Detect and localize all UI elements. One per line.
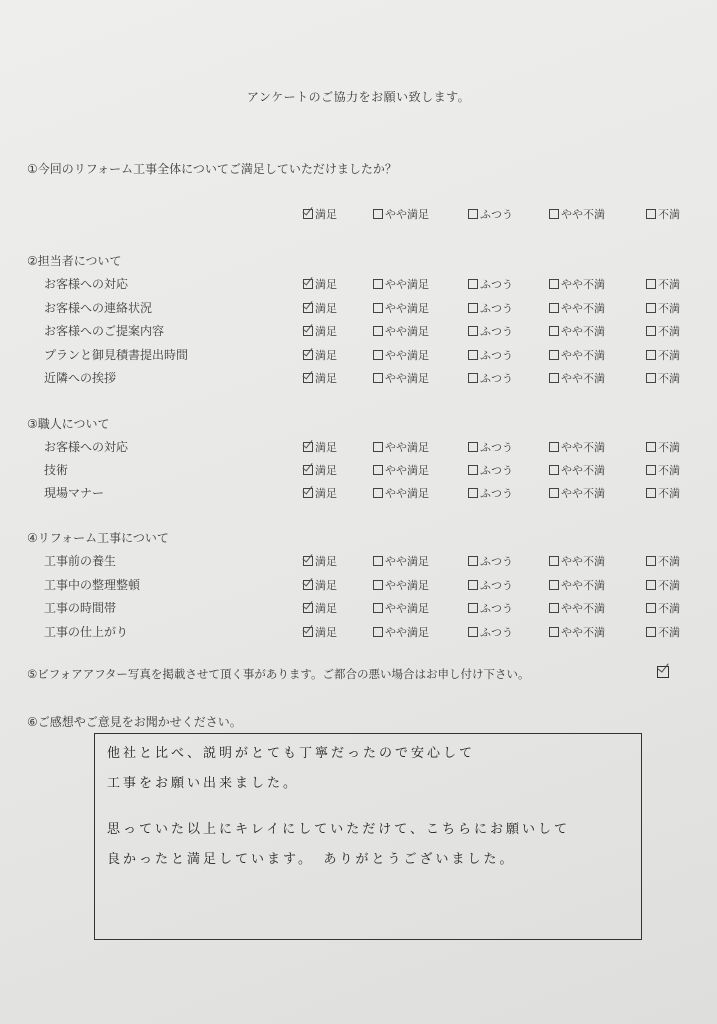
q4-item-2-option-neutral[interactable] bbox=[468, 577, 513, 593]
q2-item-2-option-neutral[interactable] bbox=[468, 300, 513, 316]
q6-heading: ⑥ご感想やご意見をお聞かせください。 bbox=[27, 715, 242, 729]
q2-item-4-option-label: ふつう bbox=[480, 348, 513, 362]
q4-item-2-option-dissatisfied[interactable] bbox=[646, 577, 680, 593]
q4-item-2-option-somewhat-dissatisfied[interactable] bbox=[549, 577, 605, 593]
q4-item-2-checkbox-satisfied[interactable] bbox=[303, 580, 313, 590]
q3-item-2-checkbox-neutral[interactable] bbox=[468, 465, 478, 475]
q2-item-1-option-label: 不満 bbox=[658, 278, 680, 291]
q3-item-3-checkbox-neutral[interactable] bbox=[468, 488, 478, 498]
q4-item-4-option-label: ふつう bbox=[480, 625, 513, 639]
q2-item-1-option-somewhat-dissatisfied[interactable] bbox=[549, 276, 605, 292]
q2-item-3-option-label: やや不満 bbox=[561, 325, 605, 338]
q2-item-label: プランと御見積書提出時間 bbox=[44, 347, 189, 362]
q2-item-1-checkbox-dissatisfied[interactable] bbox=[646, 279, 656, 289]
q2-item-5-checkbox-somewhat-satisfied[interactable] bbox=[373, 373, 383, 383]
q1-option-label: やや満足 bbox=[385, 208, 429, 221]
q2-item-4-checkbox-somewhat-dissatisfied[interactable] bbox=[549, 350, 559, 360]
q4-item-1-option-neutral[interactable] bbox=[468, 553, 513, 569]
q4-item-4-checkbox-dissatisfied[interactable] bbox=[646, 627, 656, 637]
q2-item-3-option-label: やや満足 bbox=[385, 325, 429, 338]
q4-item-1-option-somewhat-satisfied[interactable] bbox=[373, 553, 429, 569]
q3-item-label: お客様への対応 bbox=[44, 440, 129, 454]
q4-item-3-option-somewhat-dissatisfied[interactable] bbox=[549, 600, 605, 616]
q2-item-2-option-satisfied[interactable] bbox=[303, 300, 337, 316]
q4-item-4-option-label: 不満 bbox=[658, 625, 680, 639]
q2-item-4-checkbox-satisfied[interactable] bbox=[303, 350, 313, 360]
q4-item-2-option-somewhat-satisfied[interactable] bbox=[373, 577, 429, 593]
q3-item-3-option-neutral[interactable] bbox=[468, 485, 513, 501]
q2-item-5-option-label: やや不満 bbox=[561, 372, 605, 385]
q4-item-1-option-label: ふつう bbox=[480, 555, 513, 568]
q1-option-satisfied[interactable] bbox=[303, 206, 337, 222]
q4-item-3-option-somewhat-satisfied[interactable] bbox=[373, 600, 429, 616]
q4-item-2-checkbox-somewhat-satisfied[interactable] bbox=[373, 580, 383, 590]
q3-item-1-checkbox-somewhat-satisfied[interactable] bbox=[373, 442, 383, 452]
q3-item-1-checkbox-neutral[interactable] bbox=[468, 442, 478, 452]
q4-item-3-option-label: 満足 bbox=[315, 602, 337, 615]
q2-item-3-checkbox-somewhat-dissatisfied[interactable] bbox=[549, 326, 559, 336]
q4-item-4-checkbox-somewhat-satisfied[interactable] bbox=[373, 627, 383, 637]
q3-item-2-option-somewhat-dissatisfied[interactable] bbox=[549, 462, 605, 478]
q1-option-label: 満足 bbox=[315, 208, 337, 221]
q4-item-1-option-somewhat-dissatisfied[interactable] bbox=[549, 553, 605, 569]
q4-item-2-option-label: 満足 bbox=[315, 578, 337, 592]
q4-item-3-option-dissatisfied[interactable] bbox=[646, 600, 680, 616]
q4-item-2-checkbox-dissatisfied[interactable] bbox=[646, 580, 656, 590]
q3-item-2-option-dissatisfied[interactable] bbox=[646, 462, 680, 478]
q4-item-4-option-label: やや満足 bbox=[385, 625, 429, 639]
q3-item-1-checkbox-somewhat-dissatisfied[interactable] bbox=[549, 442, 559, 452]
q2-item-label: お客様への連絡状況 bbox=[44, 300, 153, 315]
q2-heading: ②担当者について bbox=[27, 254, 122, 268]
q3-item-3-option-somewhat-dissatisfied[interactable] bbox=[549, 485, 605, 501]
q2-item-2-checkbox-dissatisfied[interactable] bbox=[646, 303, 656, 313]
q2-item-4-option-satisfied[interactable] bbox=[303, 347, 337, 363]
q2-item-2-option-label: 満足 bbox=[315, 301, 337, 315]
q3-item-3-option-label: やや満足 bbox=[385, 487, 429, 500]
q2-item-4-checkbox-somewhat-satisfied[interactable] bbox=[373, 350, 383, 360]
q2-item-4-option-label: 満足 bbox=[315, 348, 337, 362]
q4-item-1-option-dissatisfied[interactable] bbox=[646, 553, 680, 569]
q3-item-3-checkbox-satisfied[interactable] bbox=[303, 488, 313, 498]
q2-item-1-option-label: 満足 bbox=[315, 278, 337, 291]
q2-item-4-option-dissatisfied[interactable] bbox=[646, 347, 680, 363]
q2-item-5-option-label: ふつう bbox=[480, 372, 513, 385]
q2-item-2-option-label: 不満 bbox=[658, 301, 680, 315]
q3-item-1-option-label: 不満 bbox=[658, 441, 680, 454]
q3-item-3-option-label: ふつう bbox=[480, 487, 513, 500]
q2-item-5-option-somewhat-satisfied[interactable] bbox=[373, 370, 429, 386]
q3-item-3-option-label: 満足 bbox=[315, 487, 337, 500]
q3-item-1-option-label: やや不満 bbox=[561, 441, 605, 454]
q1-option-label: ふつう bbox=[480, 208, 513, 221]
q4-item-3-checkbox-neutral[interactable] bbox=[468, 603, 478, 613]
q4-item-4-checkbox-satisfied[interactable] bbox=[303, 627, 313, 637]
q4-item-3-checkbox-somewhat-dissatisfied[interactable] bbox=[549, 603, 559, 613]
q2-item-5-checkbox-neutral[interactable] bbox=[468, 373, 478, 383]
q2-item-3-checkbox-neutral[interactable] bbox=[468, 326, 478, 336]
q3-item-3-checkbox-somewhat-satisfied[interactable] bbox=[373, 488, 383, 498]
q2-item-1-option-somewhat-satisfied[interactable] bbox=[373, 276, 429, 292]
q2-item-1-option-label: やや満足 bbox=[385, 278, 429, 291]
q3-item-3-option-label: 不満 bbox=[658, 487, 680, 500]
q4-item-4-checkbox-somewhat-dissatisfied[interactable] bbox=[549, 627, 559, 637]
q3-heading: ③職人について bbox=[27, 417, 110, 431]
q4-item-3-checkbox-dissatisfied[interactable] bbox=[646, 603, 656, 613]
q2-item-2-checkbox-somewhat-satisfied[interactable] bbox=[373, 303, 383, 313]
q2-item-2-option-somewhat-satisfied[interactable] bbox=[373, 300, 429, 316]
q4-item-3-option-label: ふつう bbox=[480, 602, 513, 615]
q2-item-5-checkbox-satisfied[interactable] bbox=[303, 373, 313, 383]
q2-item-1-option-label: やや不満 bbox=[561, 278, 605, 291]
q4-item-4-option-label: 満足 bbox=[315, 625, 337, 639]
q2-item-3-option-dissatisfied[interactable] bbox=[646, 323, 680, 339]
q2-item-label: 近隣への挨拶 bbox=[44, 371, 117, 385]
comment-line-1: 他社と比べ、説明がとても丁寧だったので安心して bbox=[107, 746, 476, 761]
q4-item-3-checkbox-satisfied[interactable] bbox=[303, 603, 313, 613]
q2-item-2-option-label: やや満足 bbox=[385, 301, 429, 315]
q3-item-label: 現場マナー bbox=[44, 486, 105, 500]
q2-item-3-checkbox-satisfied[interactable] bbox=[303, 326, 313, 336]
q4-item-1-checkbox-somewhat-dissatisfied[interactable] bbox=[549, 556, 559, 566]
q2-item-2-option-dissatisfied[interactable] bbox=[646, 300, 680, 316]
q4-item-1-checkbox-satisfied[interactable] bbox=[303, 556, 313, 566]
q4-item-1-option-label: 満足 bbox=[315, 555, 337, 568]
q3-item-1-option-somewhat-satisfied[interactable] bbox=[373, 439, 429, 455]
q3-item-2-option-label: 不満 bbox=[658, 464, 680, 477]
q2-item-4-option-somewhat-dissatisfied[interactable] bbox=[549, 347, 605, 363]
q2-item-1-option-label: ふつう bbox=[480, 278, 513, 291]
q4-item-3-option-label: 不満 bbox=[658, 602, 680, 615]
q3-item-1-option-satisfied[interactable] bbox=[303, 439, 337, 455]
q2-item-2-option-somewhat-dissatisfied[interactable] bbox=[549, 300, 605, 316]
q4-item-1-option-label: やや満足 bbox=[385, 555, 429, 568]
q2-item-label: お客様へのご提案内容 bbox=[44, 324, 165, 338]
comment-line-4: 良かったと満足しています。 ありがとうございました。 bbox=[107, 852, 516, 867]
q2-item-5-option-somewhat-dissatisfied[interactable] bbox=[549, 370, 605, 386]
q4-item-1-option-label: やや不満 bbox=[561, 555, 605, 568]
q2-item-5-option-dissatisfied[interactable] bbox=[646, 370, 680, 386]
q2-item-5-option-label: 満足 bbox=[315, 372, 337, 385]
q2-item-2-checkbox-satisfied[interactable] bbox=[303, 303, 313, 313]
q4-item-4-option-satisfied[interactable] bbox=[303, 624, 337, 640]
q5-heading: ⑤ビフォアアフター写真を掲載させて頂く事があります。ご都合の悪い場合はお申し付け下さい。 bbox=[27, 667, 530, 681]
q2-item-4-checkbox-neutral[interactable] bbox=[468, 350, 478, 360]
q4-item-4-option-somewhat-dissatisfied[interactable] bbox=[549, 624, 605, 640]
q2-item-5-option-label: 不満 bbox=[658, 372, 680, 385]
q4-item-3-option-label: やや不満 bbox=[561, 602, 605, 615]
q3-item-2-checkbox-somewhat-dissatisfied[interactable] bbox=[549, 465, 559, 475]
q2-item-4-option-label: 不満 bbox=[658, 348, 680, 362]
q2-item-2-option-label: ふつう bbox=[480, 301, 513, 315]
q4-item-1-checkbox-neutral[interactable] bbox=[468, 556, 478, 566]
q2-item-4-checkbox-dissatisfied[interactable] bbox=[646, 350, 656, 360]
q4-item-label: 工事中の整理整頓 bbox=[44, 577, 141, 592]
q3-item-2-checkbox-dissatisfied[interactable] bbox=[646, 465, 656, 475]
q2-item-1-option-satisfied[interactable] bbox=[303, 276, 337, 292]
q1-checkbox-satisfied[interactable] bbox=[303, 209, 313, 219]
q3-item-3-option-label: やや不満 bbox=[561, 487, 605, 500]
comment-line-2: 工事をお願い出来ました。 bbox=[107, 776, 300, 791]
q3-item-1-option-label: やや満足 bbox=[385, 441, 429, 454]
q1-option-neutral[interactable] bbox=[468, 206, 513, 222]
q4-item-2-option-label: ふつう bbox=[480, 578, 513, 592]
q3-item-label: 技術 bbox=[44, 463, 69, 477]
comment-line-3: 思っていた以上にキレイにしていただけて、こちらにお願いして bbox=[107, 822, 570, 837]
q2-item-4-option-neutral[interactable] bbox=[468, 347, 513, 363]
q5-checkbox[interactable] bbox=[657, 666, 669, 678]
q2-item-1-checkbox-somewhat-dissatisfied[interactable] bbox=[549, 279, 559, 289]
q3-item-3-option-satisfied[interactable] bbox=[303, 485, 337, 501]
q2-item-3-option-label: ふつう bbox=[480, 325, 513, 338]
q2-item-4-option-label: やや不満 bbox=[561, 348, 605, 362]
q2-item-5-option-neutral[interactable] bbox=[468, 370, 513, 386]
q3-item-3-option-somewhat-satisfied[interactable] bbox=[373, 485, 429, 501]
q2-item-5-checkbox-dissatisfied[interactable] bbox=[646, 373, 656, 383]
q4-heading: ④リフォーム工事について bbox=[27, 531, 169, 545]
q4-item-1-option-label: 不満 bbox=[658, 555, 680, 568]
q2-item-3-option-label: 満足 bbox=[315, 325, 337, 338]
q2-item-4-option-somewhat-satisfied[interactable] bbox=[373, 347, 429, 363]
q1-checkbox-dissatisfied[interactable] bbox=[646, 209, 656, 219]
q4-item-2-option-label: やや満足 bbox=[385, 578, 429, 592]
q3-item-3-option-dissatisfied[interactable] bbox=[646, 485, 680, 501]
q4-item-2-option-label: 不満 bbox=[658, 578, 680, 592]
q3-item-2-checkbox-somewhat-satisfied[interactable] bbox=[373, 465, 383, 475]
q3-item-1-option-dissatisfied[interactable] bbox=[646, 439, 680, 455]
q4-item-1-checkbox-somewhat-satisfied[interactable] bbox=[373, 556, 383, 566]
q2-item-1-option-dissatisfied[interactable] bbox=[646, 276, 680, 292]
q3-item-2-option-label: やや満足 bbox=[385, 464, 429, 477]
q4-item-2-option-label: やや不満 bbox=[561, 578, 605, 592]
q4-item-2-checkbox-somewhat-dissatisfied[interactable] bbox=[549, 580, 559, 590]
q3-item-2-option-label: やや不満 bbox=[561, 464, 605, 477]
q3-item-2-option-label: 満足 bbox=[315, 464, 337, 477]
q3-item-1-option-neutral[interactable] bbox=[468, 439, 513, 455]
q4-item-3-checkbox-somewhat-satisfied[interactable] bbox=[373, 603, 383, 613]
q1-option-label: 不満 bbox=[658, 208, 680, 221]
q2-item-5-option-satisfied[interactable] bbox=[303, 370, 337, 386]
q3-item-1-checkbox-dissatisfied[interactable] bbox=[646, 442, 656, 452]
q2-item-3-checkbox-somewhat-satisfied[interactable] bbox=[373, 326, 383, 336]
q1-checkbox-somewhat-dissatisfied[interactable] bbox=[549, 209, 559, 219]
q2-item-3-option-label: 不満 bbox=[658, 325, 680, 338]
q4-item-label: 工事の仕上がり bbox=[44, 624, 129, 639]
q4-item-1-option-satisfied[interactable] bbox=[303, 553, 337, 569]
q2-item-2-checkbox-somewhat-dissatisfied[interactable] bbox=[549, 303, 559, 313]
q4-item-4-option-somewhat-satisfied[interactable] bbox=[373, 624, 429, 640]
q1-option-somewhat-dissatisfied[interactable] bbox=[549, 206, 605, 222]
q4-item-3-option-neutral[interactable] bbox=[468, 600, 513, 616]
q4-item-4-checkbox-neutral[interactable] bbox=[468, 627, 478, 637]
q3-item-1-option-label: 満足 bbox=[315, 441, 337, 454]
q4-item-1-checkbox-dissatisfied[interactable] bbox=[646, 556, 656, 566]
q4-item-label: 工事の時間帯 bbox=[44, 601, 117, 615]
q2-item-3-option-somewhat-satisfied[interactable] bbox=[373, 323, 429, 339]
q4-item-4-option-label: やや不満 bbox=[561, 625, 605, 639]
q3-item-1-option-label: ふつう bbox=[480, 441, 513, 454]
q4-item-3-option-satisfied[interactable] bbox=[303, 600, 337, 616]
q2-item-1-option-neutral[interactable] bbox=[468, 276, 513, 292]
q2-item-1-checkbox-somewhat-satisfied[interactable] bbox=[373, 279, 383, 289]
q1-option-somewhat-satisfied[interactable] bbox=[373, 206, 429, 222]
q2-item-2-checkbox-neutral[interactable] bbox=[468, 303, 478, 313]
q1-checkbox-somewhat-satisfied[interactable] bbox=[373, 209, 383, 219]
q1-heading: ①今回のリフォーム工事全体についてご満足していただけましたか？ bbox=[27, 162, 397, 176]
q2-item-1-checkbox-neutral[interactable] bbox=[468, 279, 478, 289]
q3-item-3-checkbox-dissatisfied[interactable] bbox=[646, 488, 656, 498]
q2-item-3-option-somewhat-dissatisfied[interactable] bbox=[549, 323, 605, 339]
q4-item-label: 工事前の養生 bbox=[44, 554, 117, 568]
q2-item-4-option-label: やや満足 bbox=[385, 348, 429, 362]
q1-option-label: やや不満 bbox=[561, 208, 605, 221]
q4-item-4-option-neutral[interactable] bbox=[468, 624, 513, 640]
q2-item-5-checkbox-somewhat-dissatisfied[interactable] bbox=[549, 373, 559, 383]
q4-item-2-checkbox-neutral[interactable] bbox=[468, 580, 478, 590]
q2-item-5-option-label: やや満足 bbox=[385, 372, 429, 385]
q3-item-2-option-neutral[interactable] bbox=[468, 462, 513, 478]
q3-item-1-checkbox-satisfied[interactable] bbox=[303, 442, 313, 452]
q4-item-2-option-satisfied[interactable] bbox=[303, 577, 337, 593]
q3-item-2-option-somewhat-satisfied[interactable] bbox=[373, 462, 429, 478]
q3-item-2-checkbox-satisfied[interactable] bbox=[303, 465, 313, 475]
q2-item-3-option-neutral[interactable] bbox=[468, 323, 513, 339]
q1-checkbox-neutral[interactable] bbox=[468, 209, 478, 219]
q2-item-2-option-label: やや不満 bbox=[561, 301, 605, 315]
q3-item-3-checkbox-somewhat-dissatisfied[interactable] bbox=[549, 488, 559, 498]
q3-item-1-option-somewhat-dissatisfied[interactable] bbox=[549, 439, 605, 455]
q2-item-label: お客様への対応 bbox=[44, 277, 129, 291]
q4-item-3-option-label: やや満足 bbox=[385, 602, 429, 615]
q2-item-3-checkbox-dissatisfied[interactable] bbox=[646, 326, 656, 336]
q2-item-1-checkbox-satisfied[interactable] bbox=[303, 279, 313, 289]
q3-item-2-option-label: ふつう bbox=[480, 464, 513, 477]
survey-title: アンケートのご協力をお願い致します。 bbox=[246, 90, 471, 104]
comment-box[interactable] bbox=[94, 733, 642, 940]
q4-item-4-option-dissatisfied[interactable] bbox=[646, 624, 680, 640]
q2-item-3-option-satisfied[interactable] bbox=[303, 323, 337, 339]
q1-option-dissatisfied[interactable] bbox=[646, 206, 680, 222]
q3-item-2-option-satisfied[interactable] bbox=[303, 462, 337, 478]
